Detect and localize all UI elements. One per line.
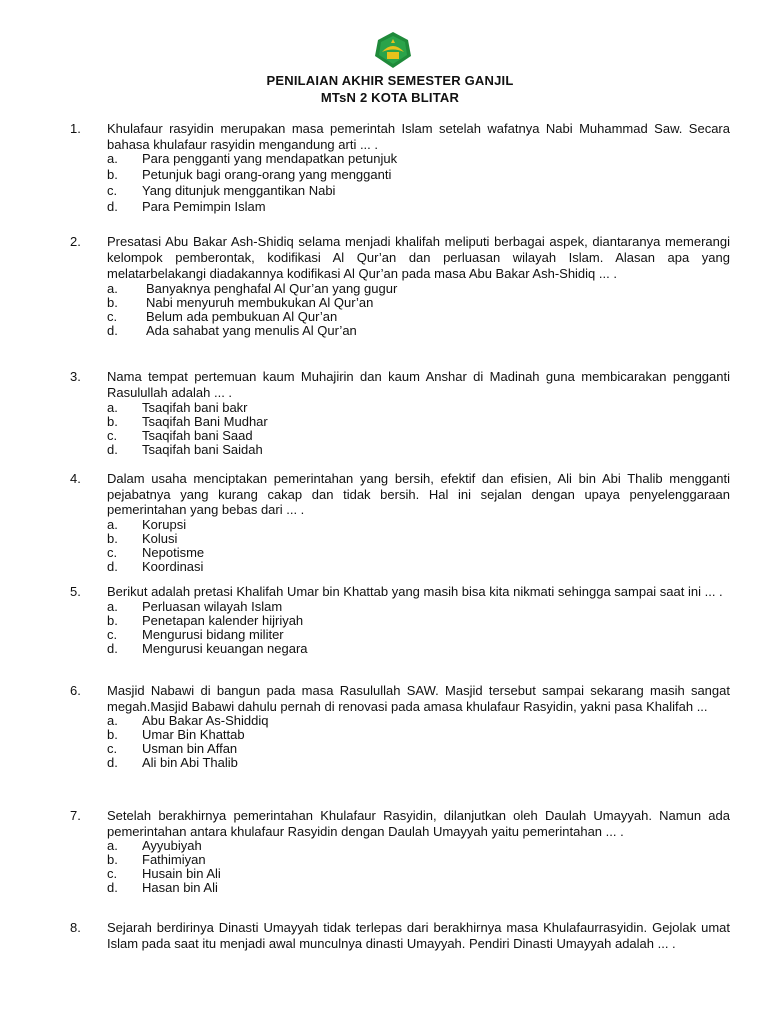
question-number: 4. xyxy=(70,471,81,486)
question-4 xyxy=(70,471,730,574)
question-text: Presatasi Abu Bakar Ash-Shidiq selama menjadi khalifah meliputi berbagai aspek, diantaranya memerangi kelompok pemberontak, kodifikasi Al Qur’an dan perluasan wilayah Islam. Alasan apa yang melatarbelakangi diadakannya kodifikasi Al Qur’an pada masa Abu Bakar Ash-Shidiq ... . xyxy=(107,234,730,281)
question-number: 5. xyxy=(70,584,81,599)
ministry-emblem-icon xyxy=(373,30,413,70)
option-d: d. Hasan bin Ali xyxy=(107,880,218,895)
option-c: c. Yang ditunjuk menggantikan Nabi xyxy=(107,183,336,198)
option-list xyxy=(70,401,730,457)
option-a: a. Tsaqifah bani bakr xyxy=(107,400,248,415)
option-b: b. Umar Bin Khattab xyxy=(107,727,245,742)
question-number: 6. xyxy=(70,683,81,698)
option-c: c. Mengurusi bidang militer xyxy=(107,626,284,642)
option-list xyxy=(70,518,730,574)
option-b: b. Penetapan kalender hijriyah xyxy=(107,612,304,628)
question-text: Masjid Nabawi di bangun pada masa Rasulullah SAW. Masjid tersebut sampai sekarang masih sangat megah.Masjid Babawi dahulu pernah di renovasi pada amasa khulafaur Rasyidin, yakni pasa Khalifah ... xyxy=(107,683,730,714)
question-7 xyxy=(70,808,730,895)
question-text: Berikut adalah pretasi Khalifah Umar bin Khattab yang masih bisa kita nikmati sehingga sampai saat ini ... . xyxy=(107,584,723,599)
question-text: Dalam usaha menciptakan pemerintahan yang bersih, efektif dan efisien, Ali bin Abi Thalib mengganti pejabatnya yang kurang cakap dan tidak bersih. Hal ini sejalan dengan upaya penyelenggaraan pemerintahan yang bebas dari ... . xyxy=(107,471,730,517)
option-c: c. Husain bin Ali xyxy=(107,866,221,881)
option-list xyxy=(70,152,730,214)
question-text: Sejarah berdirinya Dinasti Umayyah tidak terlepas dari berakhirnya masa Khulafaurrasyidin. Gejolak umat Islam pada saat itu menjadi awal munculnya dinasti Umayyah. Pendiri Dinasti Umayyah adalah ... . xyxy=(107,920,730,951)
question-text: Khulafaur rasyidin merupakan masa pemerintah Islam setelah wafatnya Nabi Muhammad Saw. Secara bahasa khulafaur rasyidin mengandung arti ... . xyxy=(107,121,730,152)
option-d: d. Para Pemimpin Islam xyxy=(107,199,266,214)
question-6 xyxy=(70,683,730,770)
option-c: c. Tsaqifah bani Saad xyxy=(107,428,253,443)
question-number: 2. xyxy=(70,234,81,249)
document-header xyxy=(0,72,768,106)
question-number: 7. xyxy=(70,808,81,823)
question-number: 3. xyxy=(70,369,81,384)
question-3 xyxy=(70,369,730,457)
question-number: 8. xyxy=(70,920,81,935)
option-d: d. Mengurusi keuangan negara xyxy=(107,640,308,656)
option-list xyxy=(70,839,730,895)
exam-title: PENILAIAN AKHIR SEMESTER GANJIL xyxy=(266,73,514,88)
option-d: d. Tsaqifah bani Saidah xyxy=(107,442,263,457)
option-a: a. Korupsi xyxy=(107,516,187,532)
option-a: a. Perluasan wilayah Islam xyxy=(107,598,283,614)
option-d: d. Ali bin Abi Thalib xyxy=(107,755,238,770)
option-list xyxy=(70,714,730,770)
option-a: a. Para pengganti yang mendapatkan petunjuk xyxy=(107,151,398,166)
school-name: MTsN 2 KOTA BLITAR xyxy=(320,90,460,105)
question-number: 1. xyxy=(70,121,81,136)
option-b: b. Kolusi xyxy=(107,530,178,546)
option-d: d. Ada sahabat yang menulis Al Qur’an xyxy=(107,323,357,338)
option-b: b. Fathimiyan xyxy=(107,852,206,867)
option-d: d. Koordinasi xyxy=(107,558,204,574)
option-a: a. Banyaknya penghafal Al Qur’an yang gugur xyxy=(107,281,398,296)
option-list xyxy=(70,282,730,338)
question-text: Setelah berakhirnya pemerintahan Khulafaur Rasyidin, dilanjutkan oleh Daulah Umayyah. Namun ada pemerintahan antara khulafaur Rasyidin dengan Daulah Umayyah yaitu pemerintahan ... . xyxy=(107,808,730,839)
option-a: a. Abu Bakar As-Shiddiq xyxy=(107,713,269,728)
option-a: a. Ayyubiyah xyxy=(107,838,202,853)
option-c: c. Belum ada pembukuan Al Qur’an xyxy=(107,309,338,324)
question-text: Nama tempat pertemuan kaum Muhajirin dan kaum Anshar di Madinah guna membicarakan pengganti Rasulullah adalah ... . xyxy=(107,369,730,400)
question-1 xyxy=(70,121,730,214)
option-b: b. Nabi menyuruh membukukan Al Qur’an xyxy=(107,295,374,310)
question-2 xyxy=(70,234,730,338)
option-list xyxy=(70,600,730,656)
question-5 xyxy=(70,584,730,656)
option-c: c. Nepotisme xyxy=(107,544,205,560)
option-b: b. Petunjuk bagi orang-orang yang mengganti xyxy=(107,167,392,182)
question-8 xyxy=(70,920,730,951)
option-c: c. Usman bin Affan xyxy=(107,741,238,756)
option-b: b. Tsaqifah Bani Mudhar xyxy=(107,414,268,429)
